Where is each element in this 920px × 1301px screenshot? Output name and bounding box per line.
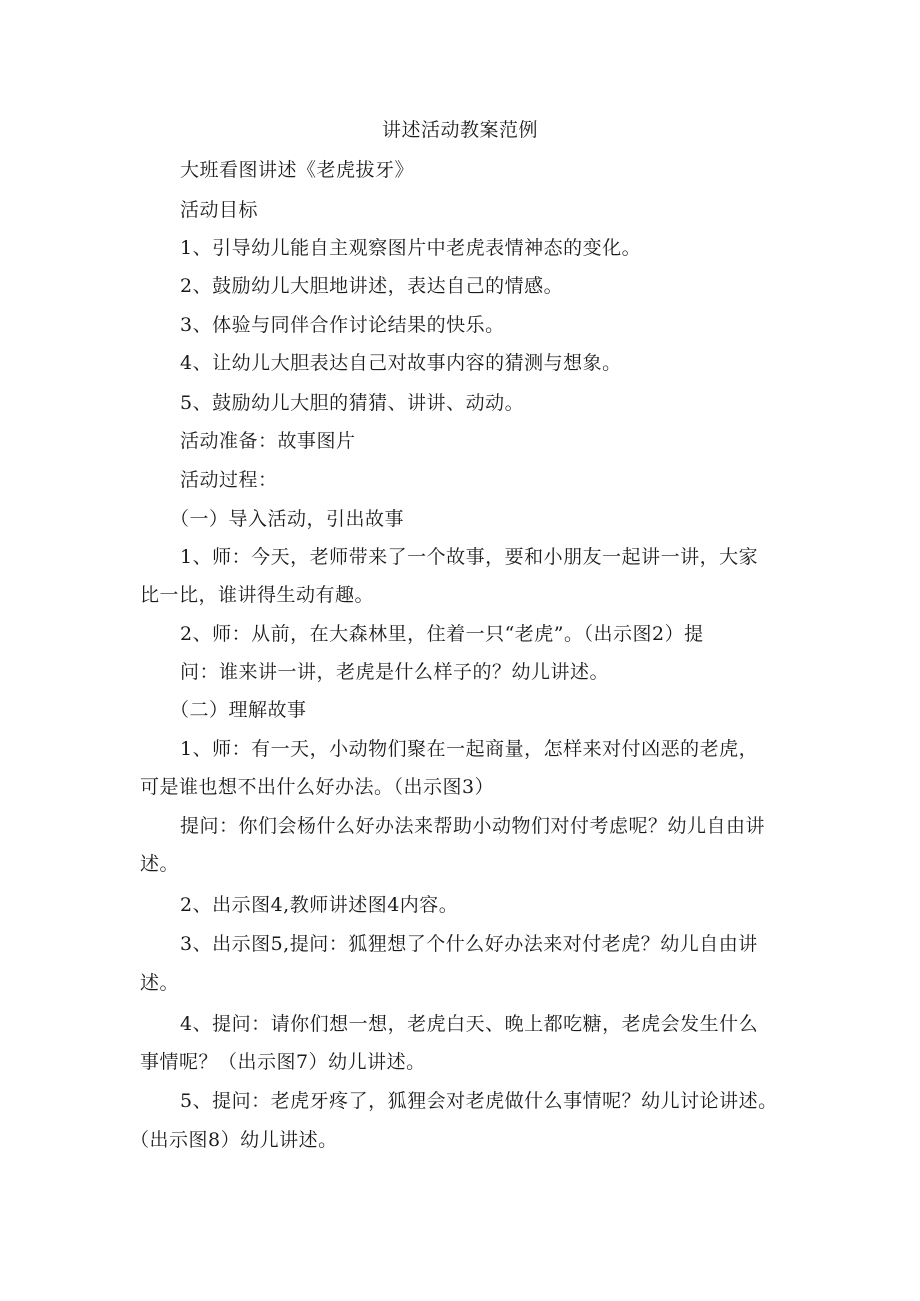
paragraph-line: 5、提问：老虎牙疼了，狐狸会对老虎做什么事情呢？幼儿讨论讲述。 — [180, 1090, 778, 1112]
lesson-subtitle: 大班看图讲述《老虎拔牙》 — [180, 159, 415, 181]
paragraph-line: 述。 — [140, 972, 180, 994]
paragraph-line: 提问：你们会杨什么好办法来帮助小动物们对付考虑呢？幼儿自由讲 — [180, 815, 766, 837]
paragraph-line: 问：谁来讲一讲，老虎是什么样子的？幼儿讲述。 — [180, 661, 610, 683]
paragraph-line: （出示图8）幼儿讲述。 — [130, 1129, 338, 1151]
section-heading: （二）理解故事 — [170, 699, 307, 721]
goal-item: 3、体验与同伴合作讨论结果的快乐。 — [180, 314, 505, 336]
goals-heading: 活动目标 — [180, 199, 259, 221]
paragraph-line: 4、提问：请你们想一想，老虎白天、晚上都吃糖，老虎会发生什么 — [180, 1013, 759, 1035]
paragraph-line: 事情呢？（出示图7）幼儿讲述。 — [140, 1051, 426, 1073]
paragraph-line: 可是谁也想不出什么好办法。（出示图3） — [140, 776, 495, 798]
section-heading: （一）导入活动，引出故事 — [170, 508, 405, 530]
document-title: 讲述活动教案范例 — [381, 119, 538, 141]
preparation-text: 活动准备：故事图片 — [180, 430, 356, 452]
paragraph-line: 比一比，谁讲得生动有趣。 — [140, 584, 375, 606]
goal-item: 2、鼓励幼儿大胆地讲述，表达自己的情感。 — [180, 275, 564, 297]
paragraph-line: 3、出示图5,提问：狐狸想了个什么好办法来对付老虎？幼儿自由讲 — [180, 933, 758, 955]
paragraph-line: 2、师：从前，在大森林里，住着一只“老虎”。（出示图2）提 — [180, 623, 704, 645]
process-heading: 活动过程： — [180, 469, 278, 491]
goal-item: 4、让幼儿大胆表达自己对故事内容的猜测与想象。 — [180, 352, 622, 374]
goal-item: 1、引导幼儿能自主观察图片中老虎表情神态的变化。 — [180, 237, 642, 259]
paragraph-line: 述。 — [140, 853, 180, 875]
paragraph-line: 1、师：有一天，小动物们聚在一起商量，怎样来对付凶恶的老虎， — [180, 738, 759, 760]
goal-item: 5、鼓励幼儿大胆的猜猜、讲讲、动动。 — [180, 392, 525, 414]
paragraph-line: 1、师：今天，老师带来了一个故事，要和小朋友一起讲一讲，大家 — [180, 546, 759, 568]
paragraph-line: 2、出示图4,教师讲述图4内容。 — [180, 894, 459, 916]
